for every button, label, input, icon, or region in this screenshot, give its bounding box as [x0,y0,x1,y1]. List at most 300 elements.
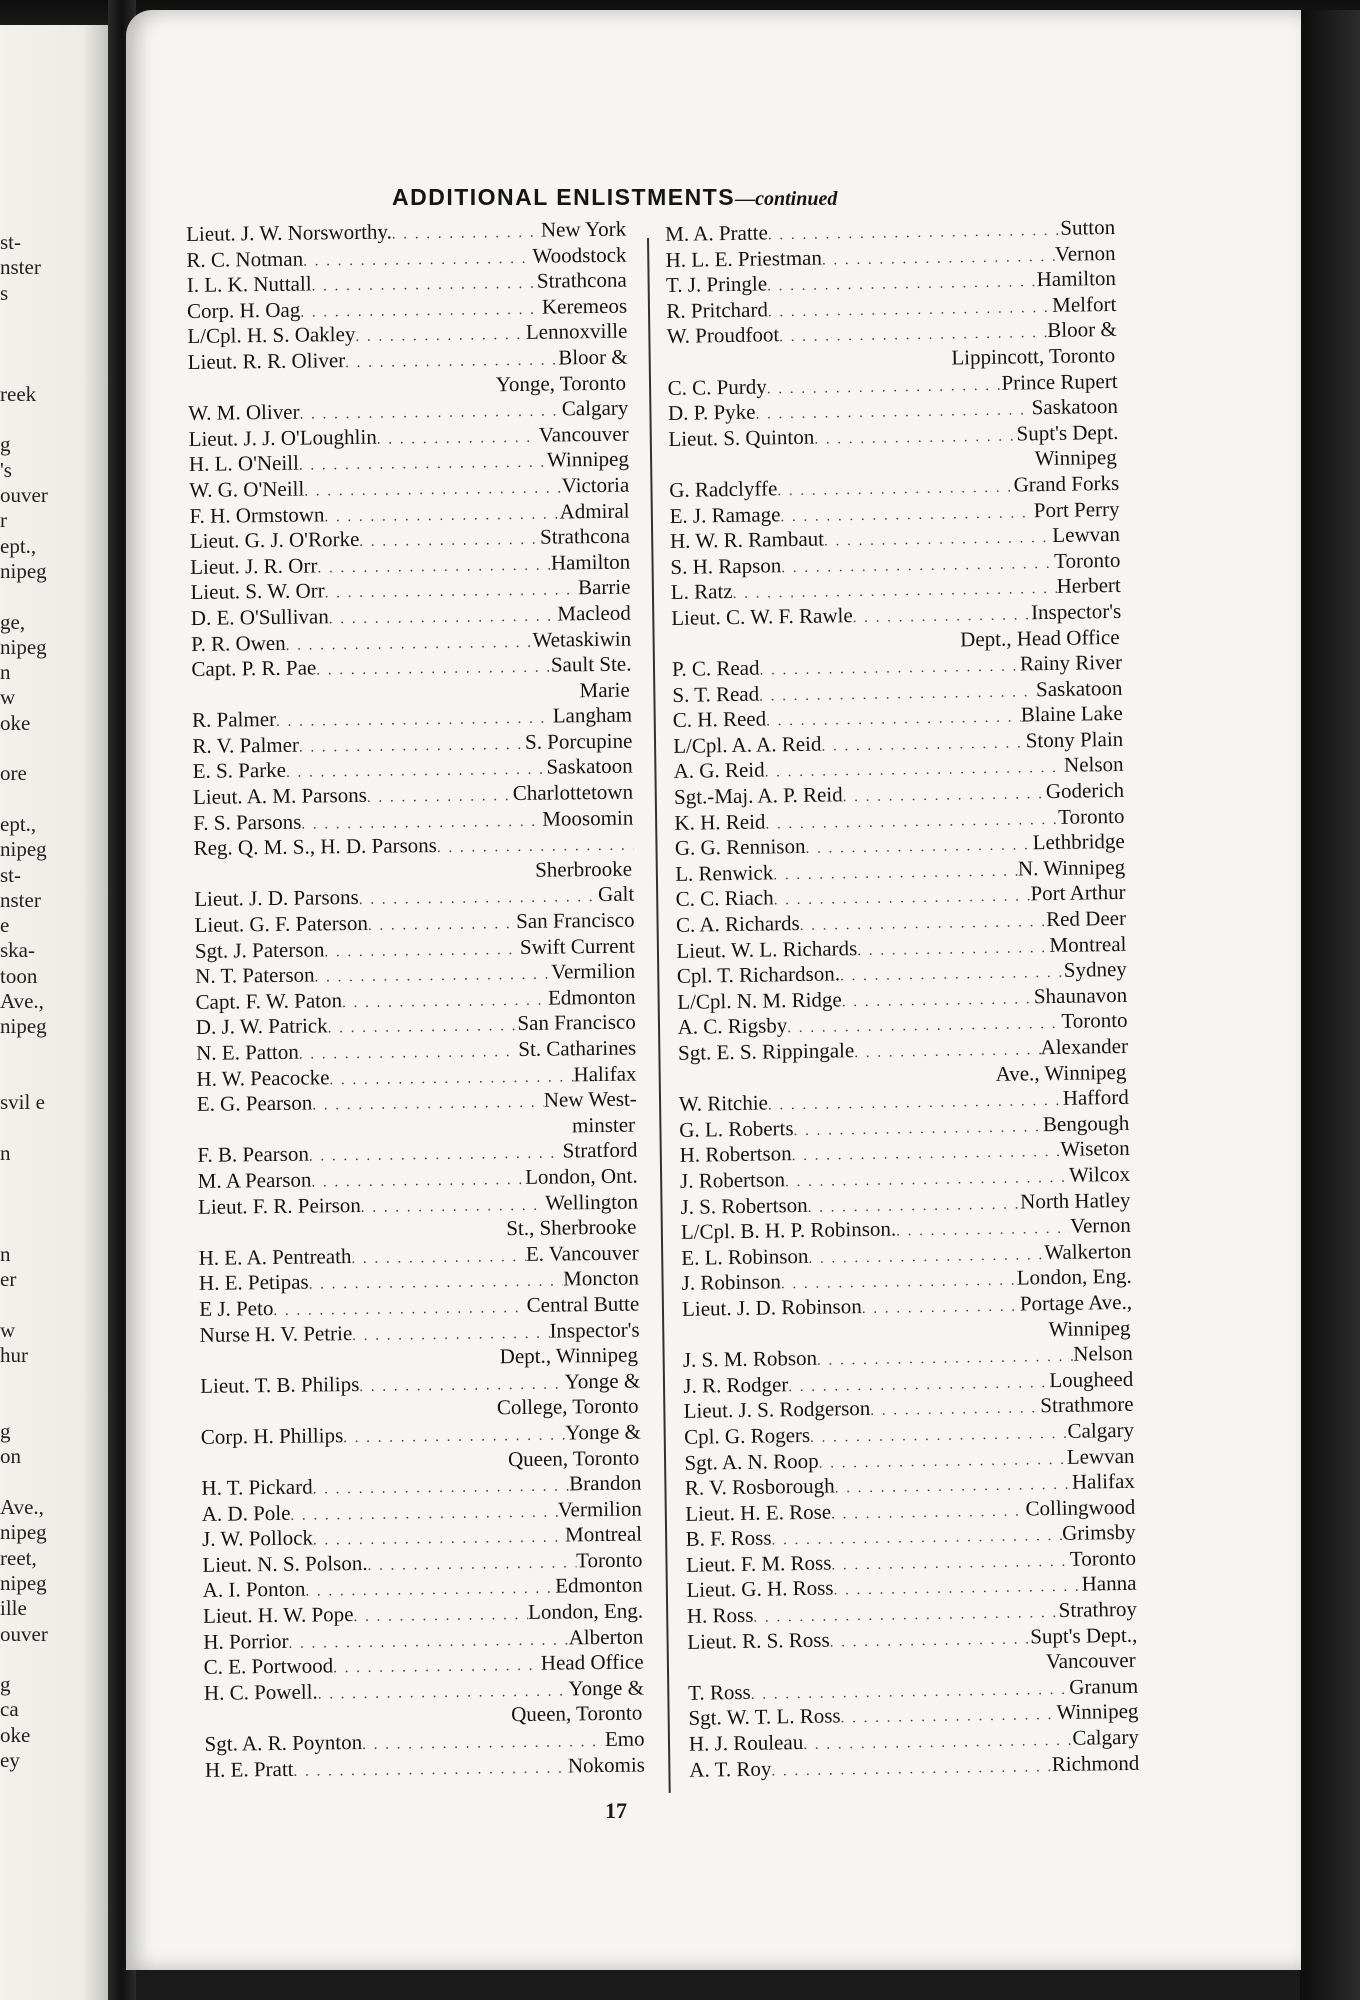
entry-place: Inspector's [549,1317,640,1343]
entry-name: H. E. Petipas [198,1269,309,1296]
entry-place: Charlottetown [512,779,634,806]
leader-dots [299,1040,519,1068]
entry-place: London, Eng. [1016,1264,1132,1290]
facing-page-fragment: ille [0,1596,27,1621]
entry-place: Wilcox [1068,1161,1131,1187]
facing-page-fragment: w [0,685,16,710]
entry-place: Supt's Dept. [1016,419,1119,446]
entry-name: H. J. Rouleau [688,1730,804,1756]
entry-place: Wetaskiwin [532,626,632,652]
leader-dots [842,987,1035,1016]
leader-dots [367,1551,576,1579]
entry-name: L/Cpl. H. S. Oakley [187,322,356,349]
entry-name: Lieut. J. D. Robinson [681,1293,862,1321]
entry-name: J. Robertson [679,1167,786,1193]
entry-place: Nelson [1063,752,1124,778]
facing-page-fragment: ept., [0,811,37,836]
leader-dots [829,1627,1030,1656]
entry-name: E. G. Pearson [196,1090,313,1117]
entry-name: Lieut. H. E. Rose [685,1499,832,1526]
leader-dots [312,1091,544,1119]
leader-dots [817,1345,1074,1375]
entry-place: San Francisco [516,907,635,934]
heading-continued: —continued [735,188,838,210]
leader-dots [368,912,517,939]
entry-name: H. L. E. Priestman [665,245,823,272]
entry-place: London, Ont. [524,1163,638,1189]
entry-place: San Francisco [517,1009,636,1036]
facing-page-fragment: nipeg [0,558,47,583]
entry-place: Shaunavon [1033,982,1128,1009]
entry-place: Yonge & [564,1368,641,1394]
entry-place: Sydney [1063,957,1127,983]
entry-name: A. G. Reid [673,757,765,784]
leader-dots [808,1243,1044,1272]
entry-name: S. T. Read [672,681,760,707]
entry-name: Lieut. R. S. Ross [687,1627,830,1654]
entry-name: Lieut. G. F. Paterson [194,910,369,937]
facing-page-fragment: g [0,1419,11,1444]
entry-continuation: Marie [579,677,630,702]
entry-place: Wiseton [1060,1136,1130,1162]
leader-dots [329,1065,573,1094]
facing-page-fragment: er [0,1267,17,1292]
entry-place: Calgary [561,395,629,421]
facing-page-fragment: Ave., [0,989,44,1013]
facing-page-fragment: r [0,508,7,533]
entry-name: H. Ross [686,1602,754,1628]
entry-place: Collingwood [1025,1494,1136,1521]
entry-continuation: Lippincott, Toronto [951,342,1116,370]
entry-continuation: Ave., Winnipeg [995,1059,1127,1086]
leader-dots [840,961,1064,990]
entry-place: Keremeos [541,293,628,319]
entry-place: Strathroy [1058,1596,1138,1623]
facing-page-fragment: ska- [0,938,35,963]
entry-place: Saskatoon [1031,394,1119,420]
entry-name: H. T. Pickard [201,1474,313,1500]
facing-page-fragment: ouver [0,1621,48,1646]
entry-place: Alberton [568,1624,644,1650]
entry-place: Richmond [1051,1750,1140,1776]
entry-name: L. Renwick [675,860,774,886]
entry-place: Sutton [1060,214,1116,240]
entry-name: Corp. H. Oag [186,297,301,323]
entry-name: H. C. Powell. [203,1679,318,1705]
leader-dots [293,1756,568,1785]
entry-place: Vermilion [557,1496,642,1522]
entry-name: Lieut. T. B. Philips [200,1371,360,1398]
entry-name: A. I. Ponton [202,1577,306,1603]
entry-name: P. R. Owen [191,630,286,656]
leader-dots [324,938,520,966]
facing-page-fragment: ept., [0,533,37,558]
entry-name: W. M. Oliver [188,399,300,426]
entry-name: Lieut. C. W. F. Rawle [671,603,853,630]
page-heading [392,184,932,211]
entry-name: N. T. Paterson [195,962,315,989]
entry-place: Yonge & [568,1675,645,1701]
entry-name: F. S. Parsons [193,809,302,835]
entry-place: Rainy River [1019,649,1123,676]
leader-dots [771,1755,1052,1785]
entry-place: St. Catharines [518,1035,637,1062]
entry-continuation: Winnipeg [1034,445,1117,471]
entry-place: Lennoxville [525,318,628,345]
entry-name: Lieut. G. H. Ross [686,1575,834,1603]
entry-place: Lougheed [1049,1366,1134,1392]
facing-page-fragment: oke [0,1722,31,1747]
entry-place: Edmonton [547,984,636,1010]
entry-place: Toronto [1069,1545,1137,1571]
entry-place: Toronto [1061,1008,1128,1034]
entry-place: Sault Ste. [550,651,632,677]
entry-place: Montreal [564,1521,643,1547]
entry-name: L/Cpl. N. M. Ridge [677,987,842,1014]
entry-place: Winnipeg [1056,1699,1139,1725]
entry-continuation: Queen, Toronto [507,1445,640,1471]
entry-name: C. C. Riach [675,885,774,912]
entry-name: K. H. Reid [674,809,766,835]
leader-dots [324,502,559,530]
leader-dots [299,451,547,480]
entry-place: Toronto [1053,547,1121,573]
leader-dots [299,733,525,761]
facing-page-fragment: nipeg [0,837,47,862]
entry-name: B. F. Ross [685,1525,772,1552]
entry-name: Lieut. J. R. Orr [190,553,318,579]
leader-dots [333,1654,541,1682]
leader-dots [290,1500,558,1529]
leader-dots [814,424,1017,453]
entry-place: Yonge & [565,1419,641,1445]
leader-dots [377,425,539,453]
facing-page-fragment: 's [0,457,12,482]
entry-name: A. T. Roy [689,1756,772,1782]
entry-continuation: Winnipeg [1048,1315,1131,1341]
entry-place: Barrie [577,574,631,600]
facing-page-fragment: ge, [0,609,26,634]
entry-name: R. V. Palmer [192,732,300,758]
facing-page-fragment: g [0,1672,11,1697]
entry-name: J. Robinson [681,1269,782,1296]
entry-place: Macleod [557,600,631,626]
entry-name: Lieut. J. J. O'Loughlin [188,424,377,451]
left-enlistment-column [186,217,645,1783]
entry-place: Granum [1069,1673,1139,1699]
leader-dots [329,604,558,632]
entry-place: S. Porcupine [524,728,633,754]
entry-place: Strathcona [536,267,627,293]
leader-dots [314,963,551,991]
leader-dots [773,885,1030,915]
entry-name: Cpl. G. Rogers [683,1422,811,1449]
entry-continuation: Yonge, Toronto [495,370,627,396]
entry-name: Lieut. A. M. Parsons [192,782,368,810]
entry-name: Sgt. W. T. L. Ross [688,1703,841,1731]
facing-page-fragment: nster [0,887,41,912]
entry-name: H. Porrior [203,1628,289,1654]
entry-place: Inspector's [1030,598,1122,625]
entry-name: W. G. O'Neill [189,476,305,502]
facing-page-fragment: st- [0,862,21,887]
entry-name: Lieut. J. W. Norsworthy. [186,219,392,246]
leader-dots [392,221,541,248]
entry-name: Capt. F. W. Paton [195,987,343,1014]
entry-place: Admiral [559,498,630,523]
entry-place: Lethbridge [1032,829,1125,855]
entry-place: Winnipeg [546,446,630,472]
facing-page-fragment: on [0,1444,21,1469]
entry-place: Swift Current [519,933,636,959]
entry-name: H. E. A. Pentreath [198,1243,352,1270]
leader-dots [359,528,540,556]
entry-place: Head Office [540,1649,644,1676]
entry-place: Portage Ave., [1019,1289,1133,1316]
entry-name: Lieut. S. Quinton [668,424,815,451]
leader-dots [773,859,1018,888]
entry-place: Melfort [1052,291,1117,317]
entry-place: Vernon [1054,240,1116,266]
leader-dots [777,475,1014,504]
entry-name: E J. Peto [199,1295,274,1321]
entry-name: Sgt. E. S. Rippingale [677,1038,855,1065]
right-enlistment-column [665,215,1139,1783]
entry-name: Corp. H. Phillips [200,1423,344,1449]
entry-place: Bloor & [558,344,628,370]
entry-place: Lewvan [1066,1443,1135,1469]
entry-place: Port Arthur [1030,880,1126,906]
facing-page-fragment: oke [0,710,31,735]
entry-place: Saskatoon [1035,675,1123,701]
leader-dots [309,1270,564,1299]
entry-name: J. R. Rodger [683,1371,789,1398]
entry-name: R. V. Rosborough [684,1473,835,1500]
facing-page-fragment: s [0,280,9,305]
entry-place: Supt's Dept., [1030,1622,1138,1649]
entry-place: Montreal [1049,931,1127,957]
entry-name: Lieut. J. D. Parsons [194,885,359,912]
entry-name: L/Cpl. B. H. P. Robinson. [680,1216,897,1245]
facing-page-fragment: toon [0,963,38,988]
page-number: 17 [605,1798,627,1823]
entry-name: Lieut. N. S. Polson. [202,1550,368,1577]
entry-place: E. Vancouver [525,1240,639,1266]
entry-name: H. W. Peacocke [196,1064,330,1091]
entry-name: D. E. O'Sullivan [190,604,329,630]
entry-place: Galt [597,882,635,907]
entry-name: Lieut. G. J. O'Rorke [189,527,360,554]
entry-name: G. G. Rennison [674,834,806,861]
entry-place: New West- [543,1086,637,1112]
entry-name: J. S. Robertson [680,1192,808,1219]
entry-place: Bloor & [1047,317,1117,343]
entry-name: R. Palmer [191,707,277,733]
entry-place: Strathmore [1040,1392,1134,1418]
entry-name: Lieut. W. L. Richards [676,935,858,963]
entry-name: Sgt. A. R. Poynton [204,1729,363,1756]
leader-dots [313,1475,570,1504]
entry-name: H. Robertson [679,1141,792,1168]
leader-dots [862,1294,1021,1322]
entry-name: I. L. K. Nuttall [186,271,312,298]
leader-dots [857,936,1050,965]
entry-name: Sgt.-Maj. A. P. Reid [673,782,843,809]
entry-name: T. J. Pringle [665,271,768,298]
facing-page-fragment: n [0,1242,11,1266]
entry-place: Vancouver [538,421,629,447]
facing-page-fragment: nipeg [0,634,47,659]
entry-name: E. J. Ramage [669,501,781,528]
entry-place: London, Eng. [527,1598,644,1624]
entry-name: Lieut. F. M. Ross [685,1550,832,1577]
leader-dots [842,782,1046,811]
heading-title: ADDITIONAL ENLISTMENTS [392,184,736,210]
leader-dots [303,246,533,274]
entry-name: Sgt. A. N. Roop [684,1448,819,1475]
leader-dots [831,1550,1070,1579]
entry-name: M. A. Pratte [665,220,769,246]
entry-name: Lieut. F. R. Peirson [197,1192,361,1219]
facing-page-fragment: st- [0,230,21,254]
entry-place: Nelson [1073,1340,1134,1366]
leader-dots [317,553,551,581]
leader-dots [870,1397,1040,1425]
entry-place: Grand Forks [1013,470,1120,497]
entry-place: Walkerton [1044,1238,1132,1264]
entry-place: Hamilton [1036,266,1117,292]
entry-name: Sgt. J. Paterson [194,936,325,963]
entry-place: North Hatley [1020,1187,1131,1214]
entry-place: Hamilton [550,549,631,575]
leader-dots [351,1245,526,1273]
entry-name: S. H. Rapson [670,552,782,579]
entry-place: Moosomin [542,805,634,831]
entry-name: Lieut. H. W. Pope [202,1602,354,1628]
entry-place: Bengough [1042,1110,1130,1136]
facing-page-fragment: w [0,1317,16,1342]
leader-dots [793,1115,1043,1145]
entry-place: Hanna [1081,1571,1137,1597]
facing-page-fragment: ca [0,1697,19,1722]
entry-place: Central Butte [526,1291,640,1317]
entry-place: Toronto [576,1547,643,1573]
facing-page-fragment: ouver [0,483,48,507]
facing-page-fragment: ore [0,761,27,786]
leader-dots [325,579,579,608]
entry-name: E. L. Robinson [681,1243,809,1270]
entry-place: Stony Plain [1025,726,1124,753]
entry-place: Nokomis [567,1752,646,1778]
entry-place: Goderich [1045,777,1125,804]
entry-place: Edmonton [555,1572,643,1599]
entry-name: H. L. O'Neill [188,450,300,477]
entry-place: Toronto [1057,803,1125,829]
entry-continuation: Dept., Head Office [960,624,1120,651]
entry-place: Halifax [573,1061,637,1086]
leader-dots [276,707,553,736]
facing-page-fragment: nipeg [0,1014,47,1039]
entry-place: Brandon [568,1470,642,1496]
facing-page-fragment: Ave., [0,1495,44,1519]
entry-name: D. P. Pyke [667,399,756,426]
leader-dots [286,630,533,659]
facing-page-fragment: reet, [0,1545,37,1570]
leader-dots [831,1499,1026,1528]
entry-name: F. H. Ormstown [189,501,325,528]
entry-continuation: minster [571,1112,636,1138]
entry-name: M. A Pearson [197,1167,312,1193]
entry-place: New York [540,216,627,242]
facing-page-fragment: reek [0,381,37,406]
facing-page-fragment: e [0,913,10,938]
facing-page-fragment: ey [0,1748,20,1772]
entry-name: L/Cpl. A. A. Reid [673,731,822,758]
leader-dots [833,1575,1082,1604]
entry-name: W. Ritchie [678,1090,769,1117]
scan-right-border [1300,10,1360,2000]
entry-name: Lieut. R. R. Oliver [187,348,346,374]
leader-dots [311,272,537,300]
entry-place: Herbert [1056,573,1121,599]
entry-place: Grimsby [1061,1520,1136,1546]
leader-dots [367,784,513,811]
entry-place: Emo [604,1726,645,1752]
entry-continuation: Dept., Winnipeg [499,1342,639,1369]
entry-name: Lieut. S. W. Orr [190,578,325,605]
entry-place: Prince Rupert [1001,368,1118,395]
entry-name: H. W. R. Rambaut [669,526,825,554]
entry-continuation: Vancouver [1045,1648,1136,1674]
entry-name: R. C. Notman [186,246,304,272]
entry-name: J. S. M. Robson [682,1345,818,1372]
entry-place: Blaine Lake [1020,701,1123,727]
facing-page-fragment: nster [0,255,41,280]
entry-name: F. B. Pearson [197,1141,310,1168]
leader-dots [805,834,1033,863]
entry-name: G. Radclyffe [669,476,778,502]
entry-name: E. S. Parke [192,758,287,784]
entry-place: Calgary [1067,1417,1135,1443]
entry-name: A. D. Pole [201,1500,291,1526]
entry-place: Alexander [1040,1033,1129,1060]
entry-place: Woodstock [532,242,627,268]
entry-name: C. A. Richards [675,911,800,937]
entry-name: Cpl. T. Richardson. [676,961,841,989]
entry-name: G. L. Roberts [679,1115,794,1142]
entry-place: Vernon [1069,1212,1131,1238]
entry-name: J. W. Pollock [201,1525,314,1552]
entry-name: A. C. Rigsby [677,1013,788,1040]
facing-page-fragment: nipeg [0,1570,47,1595]
entry-place: Moncton [562,1265,640,1291]
entry-place: Port Perry [1033,496,1120,522]
entry-name: N. E. Patton [196,1039,299,1065]
leader-dots [353,1603,528,1631]
leader-dots [822,244,1055,273]
entry-continuation: Sherbrooke [534,856,633,882]
entry-place: Strathcona [539,523,631,549]
leader-dots [824,526,1053,555]
leader-dots [821,731,1026,760]
entry-place: Vermilion [551,958,636,984]
leader-dots [840,1703,1056,1732]
entry-name: L. Ratz [670,579,733,605]
entry-name: D. J. W. Patrick [195,1013,328,1040]
facing-page-fragment: n [0,660,11,685]
entry-place: N. Winnipeg [1017,854,1126,881]
entry-name: W. Proudfoot [666,322,780,349]
